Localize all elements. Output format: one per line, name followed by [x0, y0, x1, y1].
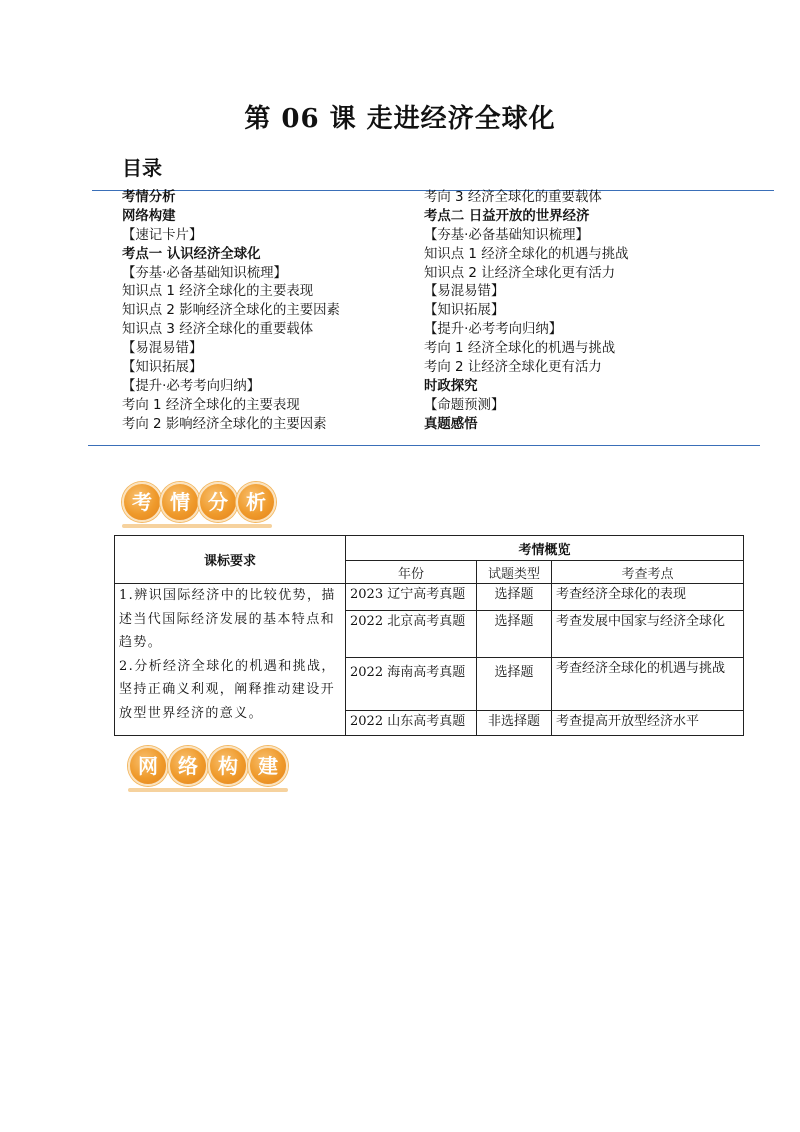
- toc-item[interactable]: 知识点 2 影响经济全球化的主要因素: [122, 303, 340, 319]
- badge-char: 建: [248, 746, 288, 786]
- badge-char: 分: [198, 482, 238, 522]
- toc-item[interactable]: 考向 3 经济全球化的重要载体: [424, 190, 602, 205]
- table-row: [115, 584, 744, 611]
- toc-left-column: [122, 189, 412, 435]
- requirement-item: 2.分析经济全球化的机遇和挑战，坚持正确义利观，阐释推动建设开放型世界经济的意义。: [119, 658, 336, 721]
- row-year: 2023 辽宁高考真题: [346, 584, 477, 611]
- table-header-overview: 考情概览: [346, 536, 744, 561]
- toc-item[interactable]: 考点一 认识经济全球化: [122, 246, 261, 262]
- exam-analysis-table: [114, 535, 744, 736]
- toc-item[interactable]: 网络构建: [122, 208, 176, 224]
- page-title: 第 06 课 走进经济全球化: [244, 104, 556, 134]
- subheader-year: 年份: [346, 561, 477, 584]
- toc-item[interactable]: 考向 1 经济全球化的主要表现: [122, 397, 300, 413]
- toc-right-column: [424, 189, 764, 435]
- row-point: 考查发展中国家与经济全球化: [552, 611, 744, 658]
- section-badge-analysis: [118, 478, 278, 528]
- section-badge-network: [124, 742, 294, 792]
- requirement-item: 1.辨识国际经济中的比较优势，描述当代国际经济发展的基本特点和趋势。: [119, 588, 336, 650]
- toc-item[interactable]: 时政探究: [424, 378, 478, 394]
- toc-item[interactable]: 【提升·必考考向归纳】: [122, 378, 261, 394]
- table-header-requirements: 课标要求: [115, 536, 346, 584]
- badge-char: 情: [160, 482, 200, 522]
- badge-char: 考: [122, 482, 162, 522]
- toc-item[interactable]: 考向 1 经济全球化的机遇与挑战: [424, 341, 616, 357]
- toc-item[interactable]: 知识点 3 经济全球化的重要载体: [122, 322, 314, 338]
- toc-item[interactable]: 【易混易错】: [424, 284, 505, 300]
- toc-item[interactable]: 知识点 1 经济全球化的主要表现: [122, 284, 314, 300]
- row-point: 考查提高开放型经济水平: [552, 711, 744, 736]
- toc-item[interactable]: 【易混易错】: [122, 341, 203, 357]
- badge-char: 构: [208, 746, 248, 786]
- row-point: 考查经济全球化的机遇与挑战: [552, 658, 744, 711]
- curriculum-requirements: [115, 584, 346, 736]
- toc-item[interactable]: 【速记卡片】: [122, 227, 203, 243]
- toc-item[interactable]: 【知识拓展】: [424, 303, 505, 319]
- row-type: 选择题: [477, 658, 552, 711]
- toc-item[interactable]: 考向 2 影响经济全球化的主要因素: [122, 416, 327, 432]
- toc-item[interactable]: 考情分析: [122, 190, 176, 205]
- badge-char: 析: [236, 482, 276, 522]
- row-type: 非选择题: [477, 711, 552, 736]
- row-type: 选择题: [477, 611, 552, 658]
- row-year: 2022 海南高考真题: [346, 658, 477, 711]
- toc-item[interactable]: 【知识拓展】: [122, 360, 203, 376]
- subheader-type: 试题类型: [477, 561, 552, 584]
- row-type: 选择题: [477, 584, 552, 611]
- subheader-point: 考查考点: [552, 561, 744, 584]
- row-year: 2022 山东高考真题: [346, 711, 477, 736]
- toc-item[interactable]: 考向 2 让经济全球化更有活力: [424, 360, 602, 376]
- toc-heading: 目录: [122, 156, 162, 180]
- badge-underline: [122, 524, 272, 528]
- toc-item[interactable]: 真题感悟: [424, 416, 478, 432]
- toc-item[interactable]: 【夯基·必备基础知识梳理】: [122, 265, 287, 281]
- badge-underline: [128, 788, 288, 792]
- badge-char: 络: [168, 746, 208, 786]
- toc-item[interactable]: 知识点 1 经济全球化的机遇与挑战: [424, 246, 629, 262]
- toc-item[interactable]: 知识点 2 让经济全球化更有活力: [424, 265, 616, 281]
- row-point: 考查经济全球化的表现: [552, 584, 744, 611]
- toc-item[interactable]: 【提升·必考考向归纳】: [424, 322, 563, 338]
- toc-item[interactable]: 【命题预测】: [424, 397, 505, 413]
- toc-bottom-divider: [88, 445, 760, 446]
- toc-item[interactable]: 考点二 日益开放的世界经济: [424, 208, 590, 224]
- toc-item[interactable]: 【夯基·必备基础知识梳理】: [424, 227, 589, 243]
- row-year: 2022 北京高考真题: [346, 611, 477, 658]
- badge-char: 网: [128, 746, 168, 786]
